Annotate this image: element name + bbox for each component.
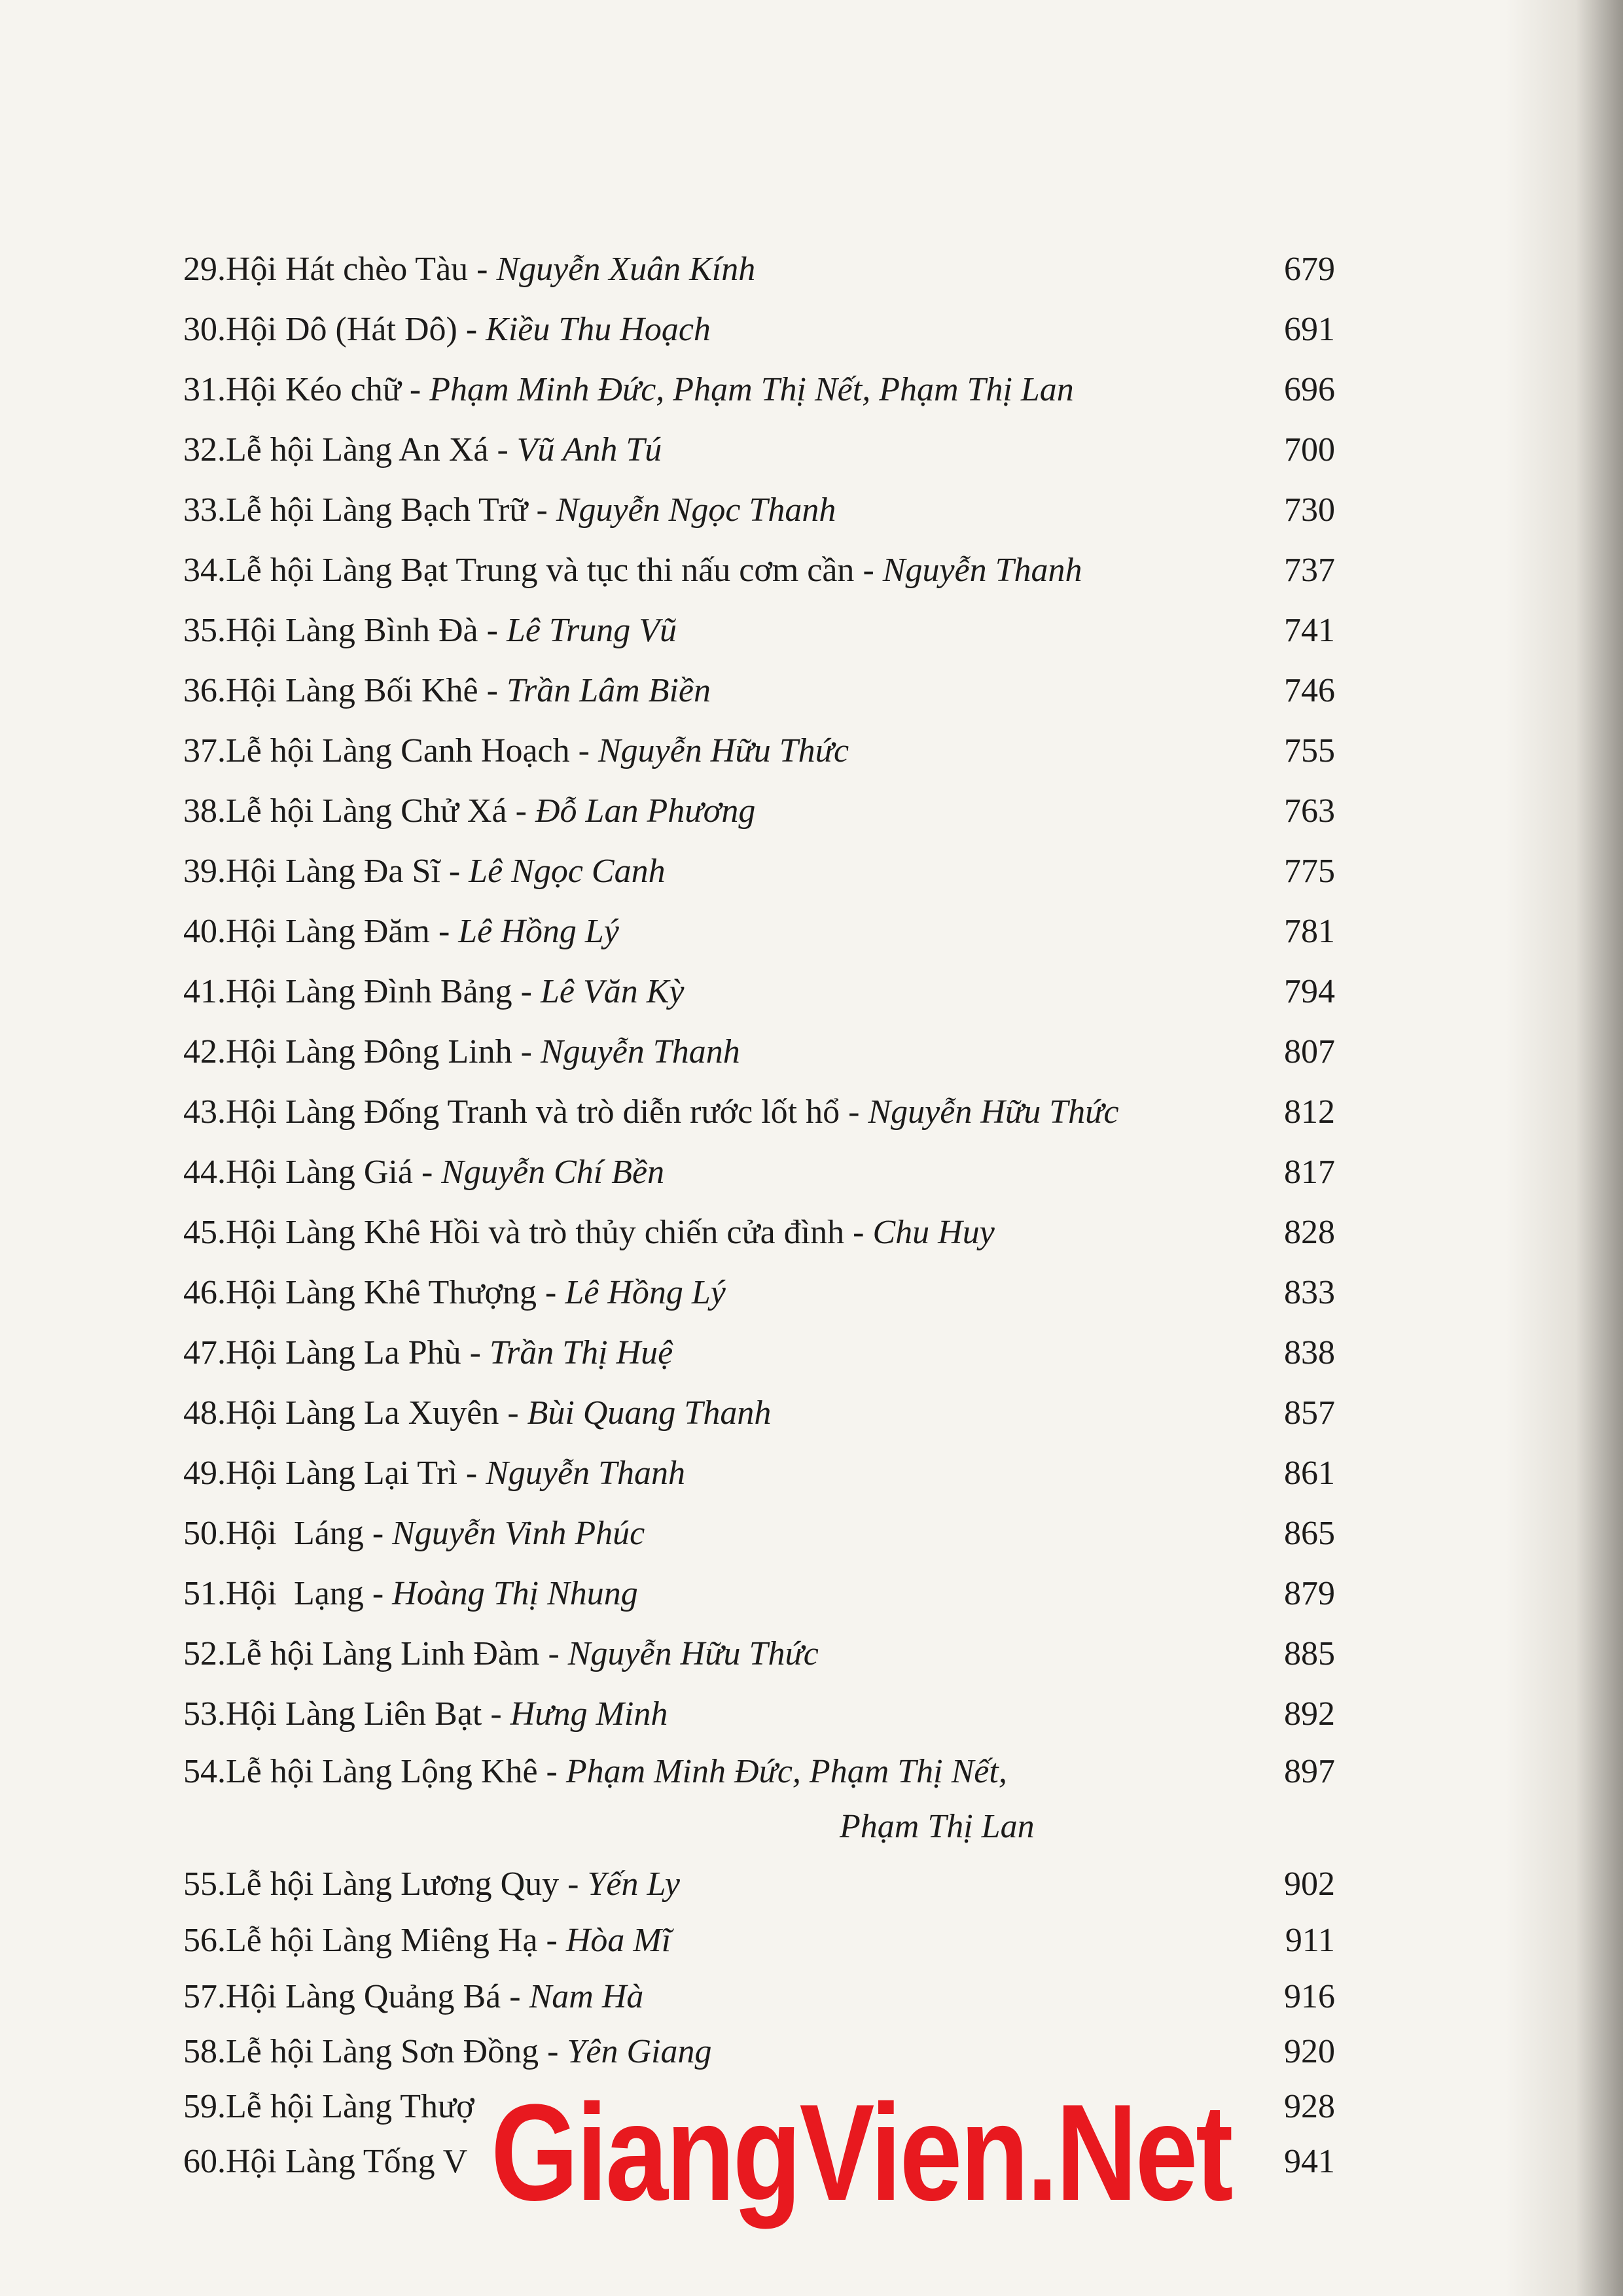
- entry-text: [226, 1327, 673, 1379]
- entry-text: [226, 1267, 726, 1319]
- entry-number: 34.: [183, 552, 226, 589]
- entry-author: Nguyễn Thanh: [486, 1455, 685, 1492]
- entry-title: Hội Láng: [226, 1515, 364, 1552]
- entry-text: [226, 1628, 819, 1680]
- entry-number: 35.: [183, 612, 226, 649]
- toc-entry: [0, 605, 1623, 657]
- entry-page: 828: [1284, 1214, 1335, 1251]
- entry-title: Hội Làng Khê Thượng: [226, 1274, 537, 1311]
- entry-number: 36.: [183, 672, 226, 709]
- toc-entry: [0, 484, 1623, 537]
- entry-title: Hội Làng Đống Tranh và trò diễn rước lốt hổ: [226, 1093, 840, 1131]
- entry-page: 916: [1284, 1978, 1335, 2015]
- entry-text: [226, 2081, 474, 2133]
- entry-text: [226, 605, 677, 657]
- entry-number: 52.: [183, 1635, 226, 1672]
- entry-number: 57.: [183, 1978, 226, 2015]
- entry-separator: -: [401, 371, 430, 408]
- entry-number: 51.: [183, 1575, 226, 1612]
- entry-page: 928: [1284, 2088, 1335, 2125]
- entry-number: 49.: [183, 1455, 226, 1492]
- entry-author: Đỗ Lan Phương: [535, 792, 756, 830]
- entry-page: 679: [1284, 251, 1335, 288]
- entry-separator: -: [457, 311, 486, 348]
- entry-number: 40.: [183, 913, 226, 950]
- entry-separator: -: [468, 251, 497, 288]
- entry-page: 691: [1284, 311, 1335, 348]
- entry-page: 920: [1284, 2033, 1335, 2070]
- entry-title: Hội Làng La Xuyên: [226, 1394, 499, 1432]
- entry-author: Trần Thị Huệ: [489, 1334, 673, 1371]
- entry-separator: -: [499, 1394, 527, 1432]
- entry-author: Hưng Minh: [510, 1695, 668, 1733]
- entry-separator: -: [507, 792, 535, 830]
- entry-separator: -: [539, 2033, 567, 2070]
- entry-title: Hội Dô (Hát Dô): [226, 311, 457, 348]
- entry-number: 55.: [183, 1865, 226, 1903]
- toc-entry: [0, 1207, 1623, 1259]
- entry-title: Hội Làng Bối Khê: [226, 672, 478, 709]
- entry-number: 42.: [183, 1033, 226, 1070]
- entry-separator: -: [512, 973, 541, 1010]
- entry-page: 817: [1284, 1154, 1335, 1191]
- entry-text: [226, 243, 755, 296]
- entry-text: [226, 1688, 668, 1740]
- entry-number: 50.: [183, 1515, 226, 1552]
- entry-separator: -: [461, 1334, 490, 1371]
- entry-number: 46.: [183, 1274, 226, 1311]
- entry-number: 41.: [183, 973, 226, 1010]
- toc-entry: [0, 785, 1623, 838]
- entry-number: 44.: [183, 1154, 226, 1191]
- toc-entry: [0, 1508, 1623, 1560]
- entry-number: 33.: [183, 491, 226, 529]
- entry-page: 700: [1284, 431, 1335, 468]
- entry-separator: -: [363, 1515, 393, 1552]
- entry-title: Lễ hội Làng Bạch Trữ: [226, 491, 528, 529]
- entry-text: [226, 1568, 638, 1620]
- toc-entry: [0, 1387, 1623, 1439]
- entry-author: Vũ Anh Tú: [516, 431, 662, 468]
- entry-author: Nguyễn Hữu Thức: [567, 1635, 819, 1672]
- entry-text: [226, 544, 1082, 597]
- toc-entry: [0, 1086, 1623, 1139]
- entry-page: 755: [1284, 732, 1335, 769]
- entry-text: [226, 1146, 664, 1199]
- entry-text: [226, 304, 711, 356]
- toc-entry: [0, 1915, 1623, 1967]
- entry-separator: -: [854, 552, 883, 589]
- entry-number: 29.: [183, 251, 226, 288]
- entry-page: 696: [1284, 371, 1335, 408]
- toc-entry: [0, 1447, 1623, 1500]
- entry-number: 30.: [183, 311, 226, 348]
- entry-page: 741: [1284, 612, 1335, 649]
- entry-number: 53.: [183, 1695, 226, 1733]
- entry-title: Hội Làng Quảng Bá: [226, 1978, 501, 2015]
- entry-author: Nguyễn Hữu Thức: [868, 1093, 1119, 1131]
- toc-entry: [0, 1858, 1623, 1911]
- entry-separator: -: [527, 491, 556, 529]
- toc-entry: [0, 424, 1623, 476]
- entry-separator: -: [512, 1033, 541, 1070]
- entry-separator: -: [559, 1865, 588, 1903]
- entry-text: [226, 785, 755, 838]
- entry-number: 48.: [183, 1394, 226, 1432]
- entry-author: Hoàng Thị Nhung: [392, 1575, 638, 1612]
- entry-separator: -: [457, 1455, 486, 1492]
- entry-page: 833: [1284, 1274, 1335, 1311]
- entry-page: 730: [1284, 491, 1335, 529]
- entry-separator: -: [537, 1753, 566, 1790]
- toc-entry: [0, 364, 1623, 416]
- entry-title: Hội Làng Bình Đà: [226, 612, 478, 649]
- entry-text: [226, 1026, 740, 1078]
- entry-text: [226, 906, 619, 958]
- entry-number: 59.: [183, 2088, 226, 2125]
- entry-page: 892: [1284, 1695, 1335, 1733]
- entry-text: [226, 1858, 680, 1911]
- entry-title: Hội Làng Đa Sĩ: [226, 853, 440, 890]
- toc-entry-continuation: [0, 1801, 1623, 1853]
- entry-page: 885: [1284, 1635, 1335, 1672]
- entry-number: 37.: [183, 732, 226, 769]
- entry-page: 794: [1284, 973, 1335, 1010]
- toc-entry: [0, 1568, 1623, 1620]
- entry-title: Hội Hát chèo Tàu: [226, 251, 469, 288]
- entry-title: Lễ hội Làng Lộng Khê: [226, 1753, 538, 1790]
- toc-entry: [0, 2026, 1623, 2078]
- entry-text: [226, 364, 1074, 416]
- entry-text: [226, 665, 711, 717]
- entry-author: Phạm Minh Đức, Phạm Thị Nết,: [565, 1753, 1007, 1790]
- entry-title: Lễ hội Làng Chử Xá: [226, 792, 507, 830]
- entry-text: [226, 424, 662, 476]
- toc-entry: [0, 1327, 1623, 1379]
- entry-text: [226, 2136, 467, 2188]
- entry-text: [226, 2026, 711, 2078]
- toc-entry: [0, 1267, 1623, 1319]
- entry-page: 763: [1284, 792, 1335, 830]
- entry-separator: -: [478, 612, 507, 649]
- entry-number: 56.: [183, 1922, 226, 1959]
- entry-page: 737: [1284, 552, 1335, 589]
- entry-number: 43.: [183, 1093, 226, 1131]
- entry-separator: -: [412, 1154, 442, 1191]
- toc-entry: [0, 304, 1623, 356]
- entry-author: Nguyễn Thanh: [882, 552, 1082, 589]
- entry-author-continuation: Phạm Thị Lan: [840, 1808, 1035, 1845]
- toc-entry: [0, 1026, 1623, 1078]
- entry-number: 31.: [183, 371, 226, 408]
- entry-title: Hội Kéo chữ: [226, 371, 401, 408]
- entry-author: Phạm Minh Đức, Phạm Thị Nết, Phạm Thị Lan: [429, 371, 1074, 408]
- toc-entry: [0, 1146, 1623, 1199]
- toc-entry: [0, 906, 1623, 958]
- entry-page: 897: [1284, 1753, 1335, 1790]
- entry-text: [226, 484, 836, 537]
- entry-number: 32.: [183, 431, 226, 468]
- entry-page: 911: [1285, 1922, 1335, 1959]
- entry-text: [226, 1387, 771, 1439]
- entry-text: [226, 845, 666, 898]
- toc-entry: [0, 1971, 1623, 2023]
- entry-title: Hội Làng Liên Bạt: [226, 1695, 482, 1733]
- entry-text: [226, 966, 684, 1018]
- toc-entry: [0, 1628, 1623, 1680]
- entry-author: Yên Giang: [567, 2033, 712, 2070]
- entry-number: 54.: [183, 1753, 226, 1790]
- entry-separator: -: [488, 431, 517, 468]
- entry-text: [226, 1508, 645, 1560]
- entry-text: [226, 1207, 995, 1259]
- entry-author: Lê Ngọc Canh: [469, 853, 666, 890]
- entry-title: Lễ hội Làng Thượ: [226, 2088, 474, 2125]
- entry-separator: -: [539, 1635, 568, 1672]
- entry-page: 902: [1284, 1865, 1335, 1903]
- entry-page: 941: [1284, 2143, 1335, 2180]
- toc-entry: [0, 725, 1623, 777]
- entry-separator: -: [536, 1274, 565, 1311]
- entry-author: Kiều Thu Hoạch: [486, 311, 711, 348]
- entry-separator: -: [840, 1093, 868, 1131]
- entry-text: [226, 1447, 685, 1500]
- entry-separator: -: [844, 1214, 873, 1251]
- entry-author: Chu Huy: [872, 1214, 995, 1251]
- entry-page: 879: [1284, 1575, 1335, 1612]
- entry-author: Nguyễn Thanh: [540, 1033, 740, 1070]
- entry-page: 746: [1284, 672, 1335, 709]
- entry-page: 775: [1284, 853, 1335, 890]
- entry-separator: -: [537, 1922, 566, 1959]
- entry-text: [226, 1086, 1119, 1139]
- entry-author: Nguyễn Chí Bền: [441, 1154, 665, 1191]
- entry-author: Bùi Quang Thanh: [527, 1394, 772, 1432]
- entry-number: 58.: [183, 2033, 226, 2070]
- entry-title: Lễ hội Làng Lương Quy: [226, 1865, 560, 1903]
- toc-entry: [0, 966, 1623, 1018]
- entry-title: Lễ hội Làng An Xá: [226, 431, 489, 468]
- entry-title: Hội Làng Giá: [226, 1154, 413, 1191]
- entry-number: 60.: [183, 2143, 226, 2180]
- entry-separator: -: [569, 732, 598, 769]
- entry-title: Lễ hội Làng Bạt Trung và tục thi nấu cơm cần: [226, 552, 855, 589]
- entry-number: 45.: [183, 1214, 226, 1251]
- entry-page: 857: [1284, 1394, 1335, 1432]
- entry-author: Yến Ly: [587, 1865, 680, 1903]
- toc-entry: [0, 1746, 1623, 1798]
- entry-page: 807: [1284, 1033, 1335, 1070]
- entry-page: 781: [1284, 913, 1335, 950]
- entry-title: Hội Làng Lại Trì: [226, 1455, 457, 1492]
- entry-text: [226, 1971, 643, 2023]
- entry-text: [226, 1746, 1007, 1798]
- entry-author: Hòa Mĩ: [565, 1922, 671, 1959]
- entry-separator: -: [482, 1695, 510, 1733]
- entry-author: Trần Lâm Biền: [506, 672, 711, 709]
- toc-entry: [0, 845, 1623, 898]
- entry-page: 861: [1284, 1455, 1335, 1492]
- entry-author: Lê Hồng Lý: [458, 913, 619, 950]
- entry-author: Lê Văn Kỳ: [540, 973, 685, 1010]
- entry-author: Lê Hồng Lý: [565, 1274, 726, 1311]
- entry-title: Hội Làng Đông Linh: [226, 1033, 512, 1070]
- entry-author: Nam Hà: [529, 1978, 644, 2015]
- entry-author: Nguyễn Hữu Thức: [597, 732, 849, 769]
- entry-author: Nguyễn Xuân Kính: [496, 251, 756, 288]
- entry-title: Lễ hội Làng Sơn Đồng: [226, 2033, 539, 2070]
- entry-title: Hội Lạng: [226, 1575, 364, 1612]
- entry-number: 39.: [183, 853, 226, 890]
- entry-author: Nguyễn Ngọc Thanh: [556, 491, 836, 529]
- entry-title: Lễ hội Làng Linh Đàm: [226, 1635, 540, 1672]
- entry-author: Lê Trung Vũ: [506, 612, 677, 649]
- toc-entry: [0, 665, 1623, 717]
- entry-title: Lễ hội Làng Canh Hoạch: [226, 732, 570, 769]
- entry-title: Lễ hội Làng Miêng Hạ: [226, 1922, 538, 1959]
- entry-number: 47.: [183, 1334, 226, 1371]
- entry-page: 838: [1284, 1334, 1335, 1371]
- toc-entry: [0, 243, 1623, 296]
- entry-number: 38.: [183, 792, 226, 830]
- entry-page: 812: [1284, 1093, 1335, 1131]
- entry-text: [226, 725, 849, 777]
- entry-text: [226, 1915, 671, 1967]
- entry-separator: -: [440, 853, 469, 890]
- entry-title: Hội Làng La Phù: [226, 1334, 461, 1371]
- entry-title: Hội Làng Đăm: [226, 913, 430, 950]
- entry-title: Hội Làng Tống V: [226, 2143, 468, 2180]
- entry-author: Nguyễn Vinh Phúc: [392, 1515, 645, 1552]
- entry-separator: -: [429, 913, 459, 950]
- entry-separator: -: [501, 1978, 529, 2015]
- watermark-logo: GiangVien.Net: [491, 2075, 1232, 2229]
- entry-title: Hội Làng Khê Hồi và trò thủy chiến cửa đình: [226, 1214, 845, 1251]
- toc-entry: [0, 1688, 1623, 1740]
- entry-page: 865: [1284, 1515, 1335, 1552]
- entry-separator: -: [363, 1575, 393, 1612]
- toc-entry: [0, 544, 1623, 597]
- entry-title: Hội Làng Đình Bảng: [226, 973, 512, 1010]
- entry-separator: -: [478, 672, 507, 709]
